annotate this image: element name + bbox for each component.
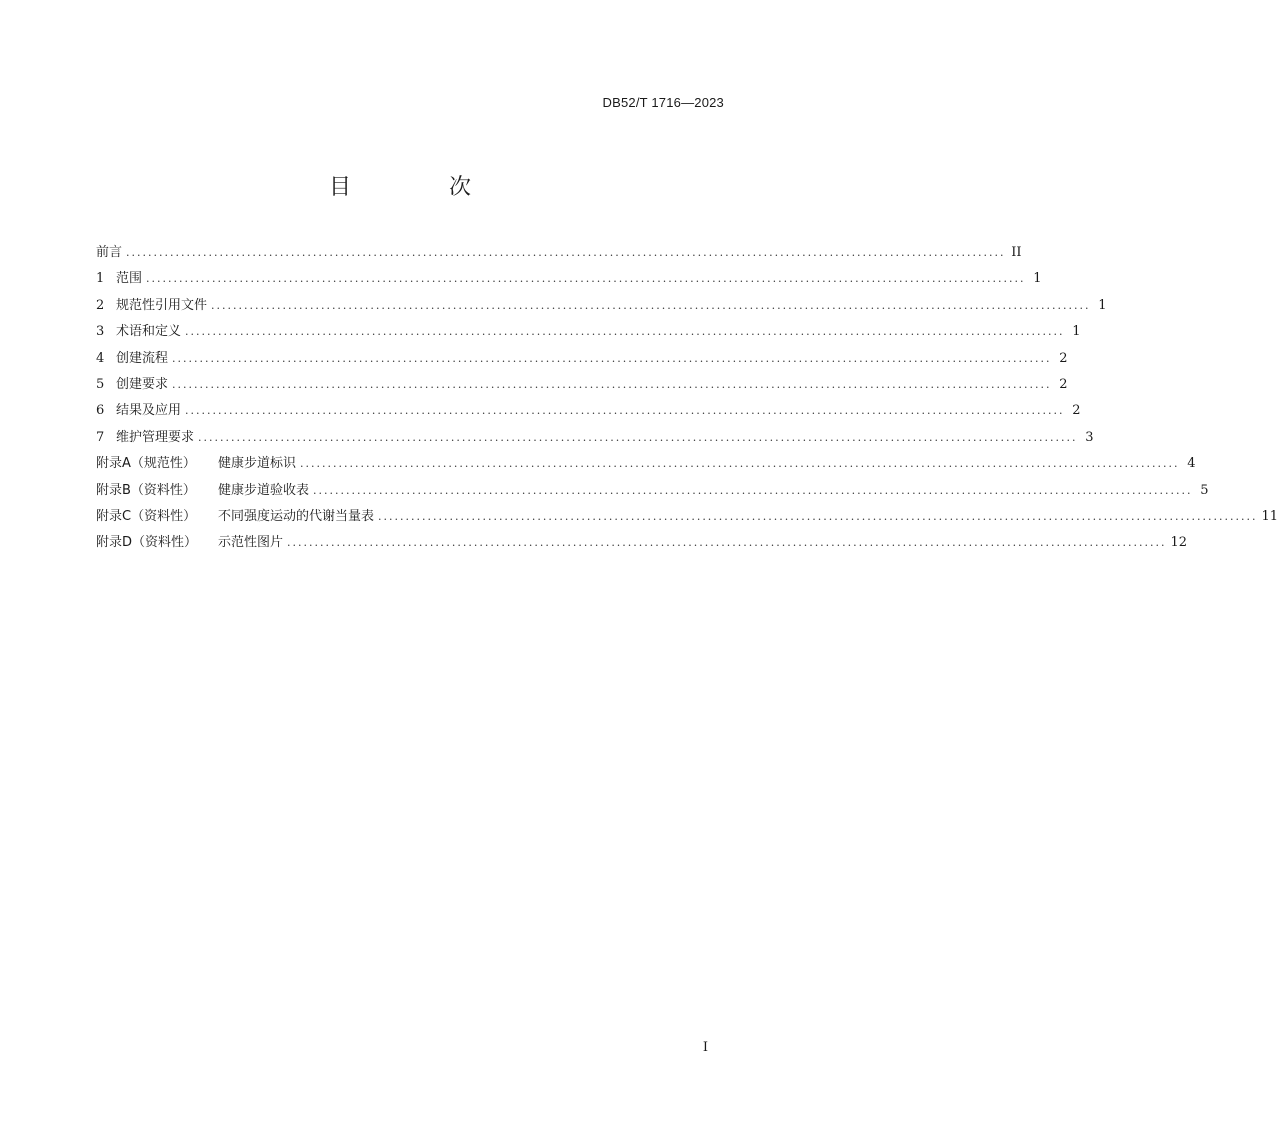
toc-dot-leader: ................................................................................................................................................................ [378,509,1258,523]
toc-entry-number: 附录D（资料性） [96,535,198,551]
toc-entry[interactable] [96,296,1107,322]
toc-entry-page: 11 [1261,508,1278,524]
toc-entry-title [96,349,168,369]
toc-entry-title [96,243,122,263]
toc-dot-leader: ................................................................................................................................................................ [287,536,1167,550]
toc-entry-page: II [1011,245,1022,260]
toc-entry-title [96,454,296,474]
page-number: I [702,1040,708,1055]
toc-entry-number: 附录B（资料性） [96,482,196,498]
toc-dot-leader: ................................................................................................................................................................ [185,325,1065,339]
toc-entry-label: 结果及应用 [116,403,182,419]
toc-entry-label: 术语和定义 [116,324,182,340]
toc-entry-label: 前言 [96,245,123,260]
toc-dot-leader: ................................................................................................................................................................ [172,377,1052,391]
toc-entry-label: 创建流程 [116,350,169,366]
toc-entry[interactable] [96,533,1188,559]
toc-entry-title [96,428,194,448]
toc-entry-number: 附录A（规范性） [96,456,196,472]
toc-entry-title [96,533,283,553]
toc-entry-number: 附录C（资料性） [96,508,197,524]
document-code: DB52/T 1716—2023 [602,95,724,110]
toc-entry-page: 2 [1072,403,1081,419]
toc-entry-number: 4 [96,350,105,366]
table-of-contents [96,243,1278,560]
toc-entry-label: 维护管理要求 [116,429,195,445]
toc-entry-label: 示范性图片 [218,535,284,551]
toc-entry[interactable] [96,401,1081,427]
toc-entry-number: 2 [96,297,105,313]
toc-dot-leader: ................................................................................................................................................................ [300,457,1180,471]
toc-dot-leader: ................................................................................................................................................................ [185,404,1065,418]
toc-entry-page: 1 [1033,271,1042,287]
toc-entry[interactable] [96,243,1022,269]
toc-entry-title [96,401,181,421]
toc-entry-title [96,296,207,316]
toc-entry-page: 3 [1085,429,1094,445]
toc-entry[interactable] [96,454,1196,480]
toc-entry[interactable] [96,349,1068,375]
toc-entry-label: 范围 [116,271,143,287]
toc-entry[interactable] [96,481,1209,507]
toc-dot-leader: ................................................................................................................................................................ [126,246,1006,259]
toc-entry-page: 1 [1098,297,1107,313]
toc-entry-title [96,322,181,342]
toc-entry-label: 健康步道标识 [218,456,297,472]
toc-entry-page: 4 [1187,456,1196,472]
toc-entry[interactable] [96,322,1081,348]
toc-entry-title [96,481,309,501]
toc-entry-label: 规范性引用文件 [116,297,208,313]
toc-entry-page: 5 [1200,482,1209,498]
toc-entry-label: 健康步道验收表 [218,482,310,498]
toc-entry[interactable] [96,507,1278,533]
toc-entry-page: 2 [1059,376,1068,392]
toc-entry-page: 2 [1059,350,1068,366]
toc-dot-leader: ................................................................................................................................................................ [146,272,1026,286]
toc-dot-leader: ................................................................................................................................................................ [211,298,1091,312]
toc-dot-leader: ................................................................................................................................................................ [198,430,1078,444]
toc-entry-number: 7 [96,429,105,445]
toc-entry-page: 1 [1072,324,1081,340]
toc-entry[interactable] [96,375,1068,401]
toc-entry-title [96,269,142,289]
toc-entry-number: 5 [96,376,105,392]
toc-entry[interactable] [96,428,1094,454]
toc-entry-number: 3 [96,324,105,340]
toc-entry-title [96,375,168,395]
toc-entry-number: 1 [96,271,105,287]
toc-entry-page: 12 [1170,535,1188,551]
toc-entry-label: 不同强度运动的代谢当量表 [218,508,375,524]
toc-entry-title [96,507,374,527]
page-title: 目 次 [328,175,509,200]
toc-entry-number: 6 [96,403,105,419]
toc-entry-label: 创建要求 [116,376,169,392]
toc-dot-leader: ................................................................................................................................................................ [172,351,1052,365]
toc-entry[interactable] [96,269,1042,295]
toc-dot-leader: ................................................................................................................................................................ [313,483,1193,497]
